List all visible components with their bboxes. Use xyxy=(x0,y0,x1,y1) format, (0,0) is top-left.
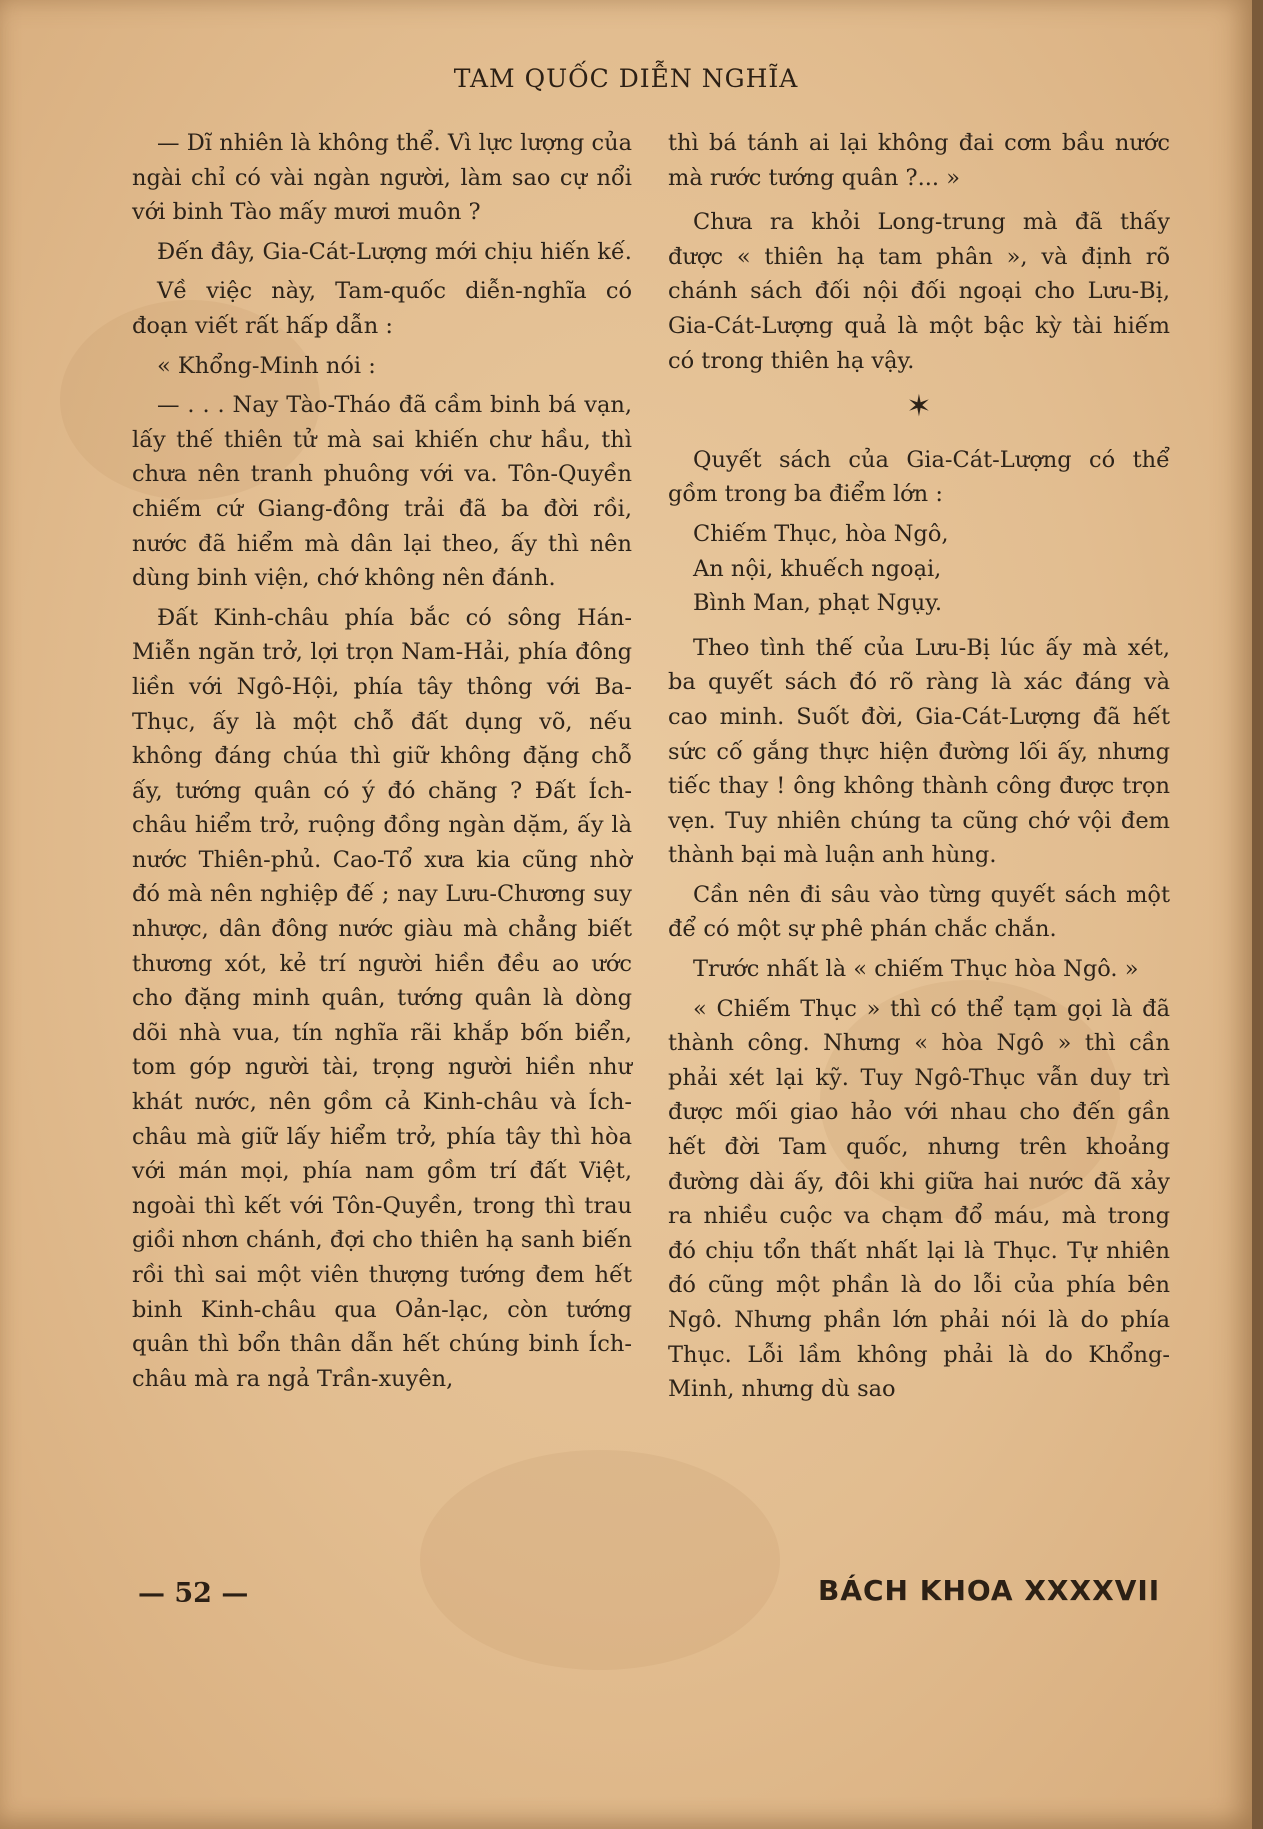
paragraph: « Khổng-Minh nói : xyxy=(157,352,376,379)
running-header: TAM QUỐC DIỄN NGHĨA xyxy=(453,64,799,93)
paragraph: Quyết sách của Gia-Cát-Lượng có thể gồm trong ba điểm lớn : xyxy=(668,446,1170,508)
paragraph: thì bá tánh ai lại không đai cơm bầu nước mà rước tướng quân ?... » xyxy=(668,130,1170,191)
paragraph: Theo tình thế của Lưu-Bị lúc ấy mà xét, ba quyết sách đó rõ ràng là xác đáng và cao minh. Suốt đời, Gia-Cát-Lượng đã hết sức cố gắng thực hiện đường lối ấy, nhưng tiếc thay ! ông không thành công được trọn vẹn. Tuy nhiên chúng ta cũng chớ vội đem thành bại mà luận anh hùng. xyxy=(668,634,1170,869)
left-column xyxy=(132,126,632,1401)
paragraph: Trước nhất là « chiếm Thục hòa Ngô. » xyxy=(693,956,1139,983)
paragraph: — . . . Nay Tào-Tháo đã cầm binh bá vạn, lấy thế thiên tử mà sai khiến chư hầu, thì chưa nên tranh phuông với va. Tôn-Quyền chiếm cứ Giang-đông trải đã ba đời rồi, nước đã hiểm mà dân lại theo, ấy thì nên dùng binh viện, chớ không nên đánh. xyxy=(132,392,632,592)
paragraph: Đến đây, Gia-Cát-Lượng mới chịu hiến kế. xyxy=(157,238,632,265)
section-separator-star: ✶ xyxy=(906,389,932,425)
paragraph: « Chiếm Thục » thì có thể tạm gọi là đã thành công. Nhưng « hòa Ngô » thì cần phải xét lại kỹ. Tuy Ngô-Thục vẫn duy trì được mối giao hảo với nhau cho đến gần hết đời Tam quốc, nhưng trên khoảng đường dài ấy, đôi khi giữa hai nước đã xảy ra nhiều cuộc va chạm đổ máu, mà trong đó chịu tổn thất nhất lại là Thục. Tự nhiên đó cũng một phần là do lỗi của phía bên Ngô. Nhưng phần lớn phải nói là do phía Thục. Lỗi lầm không phải là do Khổng-Minh, nhưng dù sao xyxy=(668,995,1170,1403)
right-column xyxy=(668,126,1170,1412)
paragraph: Về việc này, Tam-quốc diễn-nghĩa có đoạn viết rất hấp dẫn : xyxy=(132,278,632,339)
list-item: Bình Man, phạt Ngụy. xyxy=(693,590,943,617)
page-number: — 52 — xyxy=(138,1578,249,1609)
paragraph: Đất Kinh-châu phía bắc có sông Hán-Miễn ngăn trở, lợi trọn Nam-Hải, phía đông liền với Ngô-Hội, phía tây thông với Ba-Thục, ấy là một chỗ đất dụng võ, nếu không đáng chúa thì giữ không đặng chỗ ấy, tướng quân có ý đó chăng ? Đất Ích-châu hiểm trở, ruộng đồng ngàn dặm, ấy là nước Thiên-phủ. Cao-Tổ xưa kia cũng nhờ đó mà nên nghiệp đế ; nay Lưu-Chương suy nhược, dân đông nước giàu mà chẳng biết thương xót, kẻ trí người hiền đều ao ước cho đặng minh quân, tướng quân là dòng dõi nhà vua, tín nghĩa rãi khắp bốn biển, tom góp người tài, trọng người hiền như khát nước, nên gồm cả Kinh-châu và Ích-châu mà giữ lấy hiểm trở, phía tây thì hòa với mán mọi, phía nam gồm trí đất Việt, ngoài thì kết với Tôn-Quyền, trong thì trau giồi nhơn chánh, đợi cho thiên hạ sanh biến rồi thì sai một viên thượng tướng đem hết binh Kinh-châu qua Oản-lạc, còn tướng quân thì bổn thân dẫn hết chúng binh Ích-châu mà ra ngả Trần-xuyên, xyxy=(132,604,632,1392)
list-item: An nội, khuếch ngoại, xyxy=(693,555,942,582)
paragraph: Chưa ra khỏi Long-trung mà đã thấy được « thiên hạ tam phân », và định rõ chánh sách đối nội đối ngoại cho Lưu-Bị, Gia-Cát-Lượng quả là một bậc kỳ tài hiếm có trong thiên hạ vậy. xyxy=(668,209,1170,374)
magazine-issue-title: BÁCH KHOA XXXXVII xyxy=(818,1574,1161,1607)
paragraph: — Dĩ nhiên là không thể. Vì lực lượng của ngài chỉ có vài ngàn người, làm sao cự nổi với binh Tào mấy mươi muôn ? xyxy=(132,130,632,226)
list-item: Chiếm Thục, hòa Ngô, xyxy=(693,520,949,547)
paragraph: Cần nên đi sâu vào từng quyết sách một để có một sự phê phán chắc chắn. xyxy=(668,881,1170,943)
